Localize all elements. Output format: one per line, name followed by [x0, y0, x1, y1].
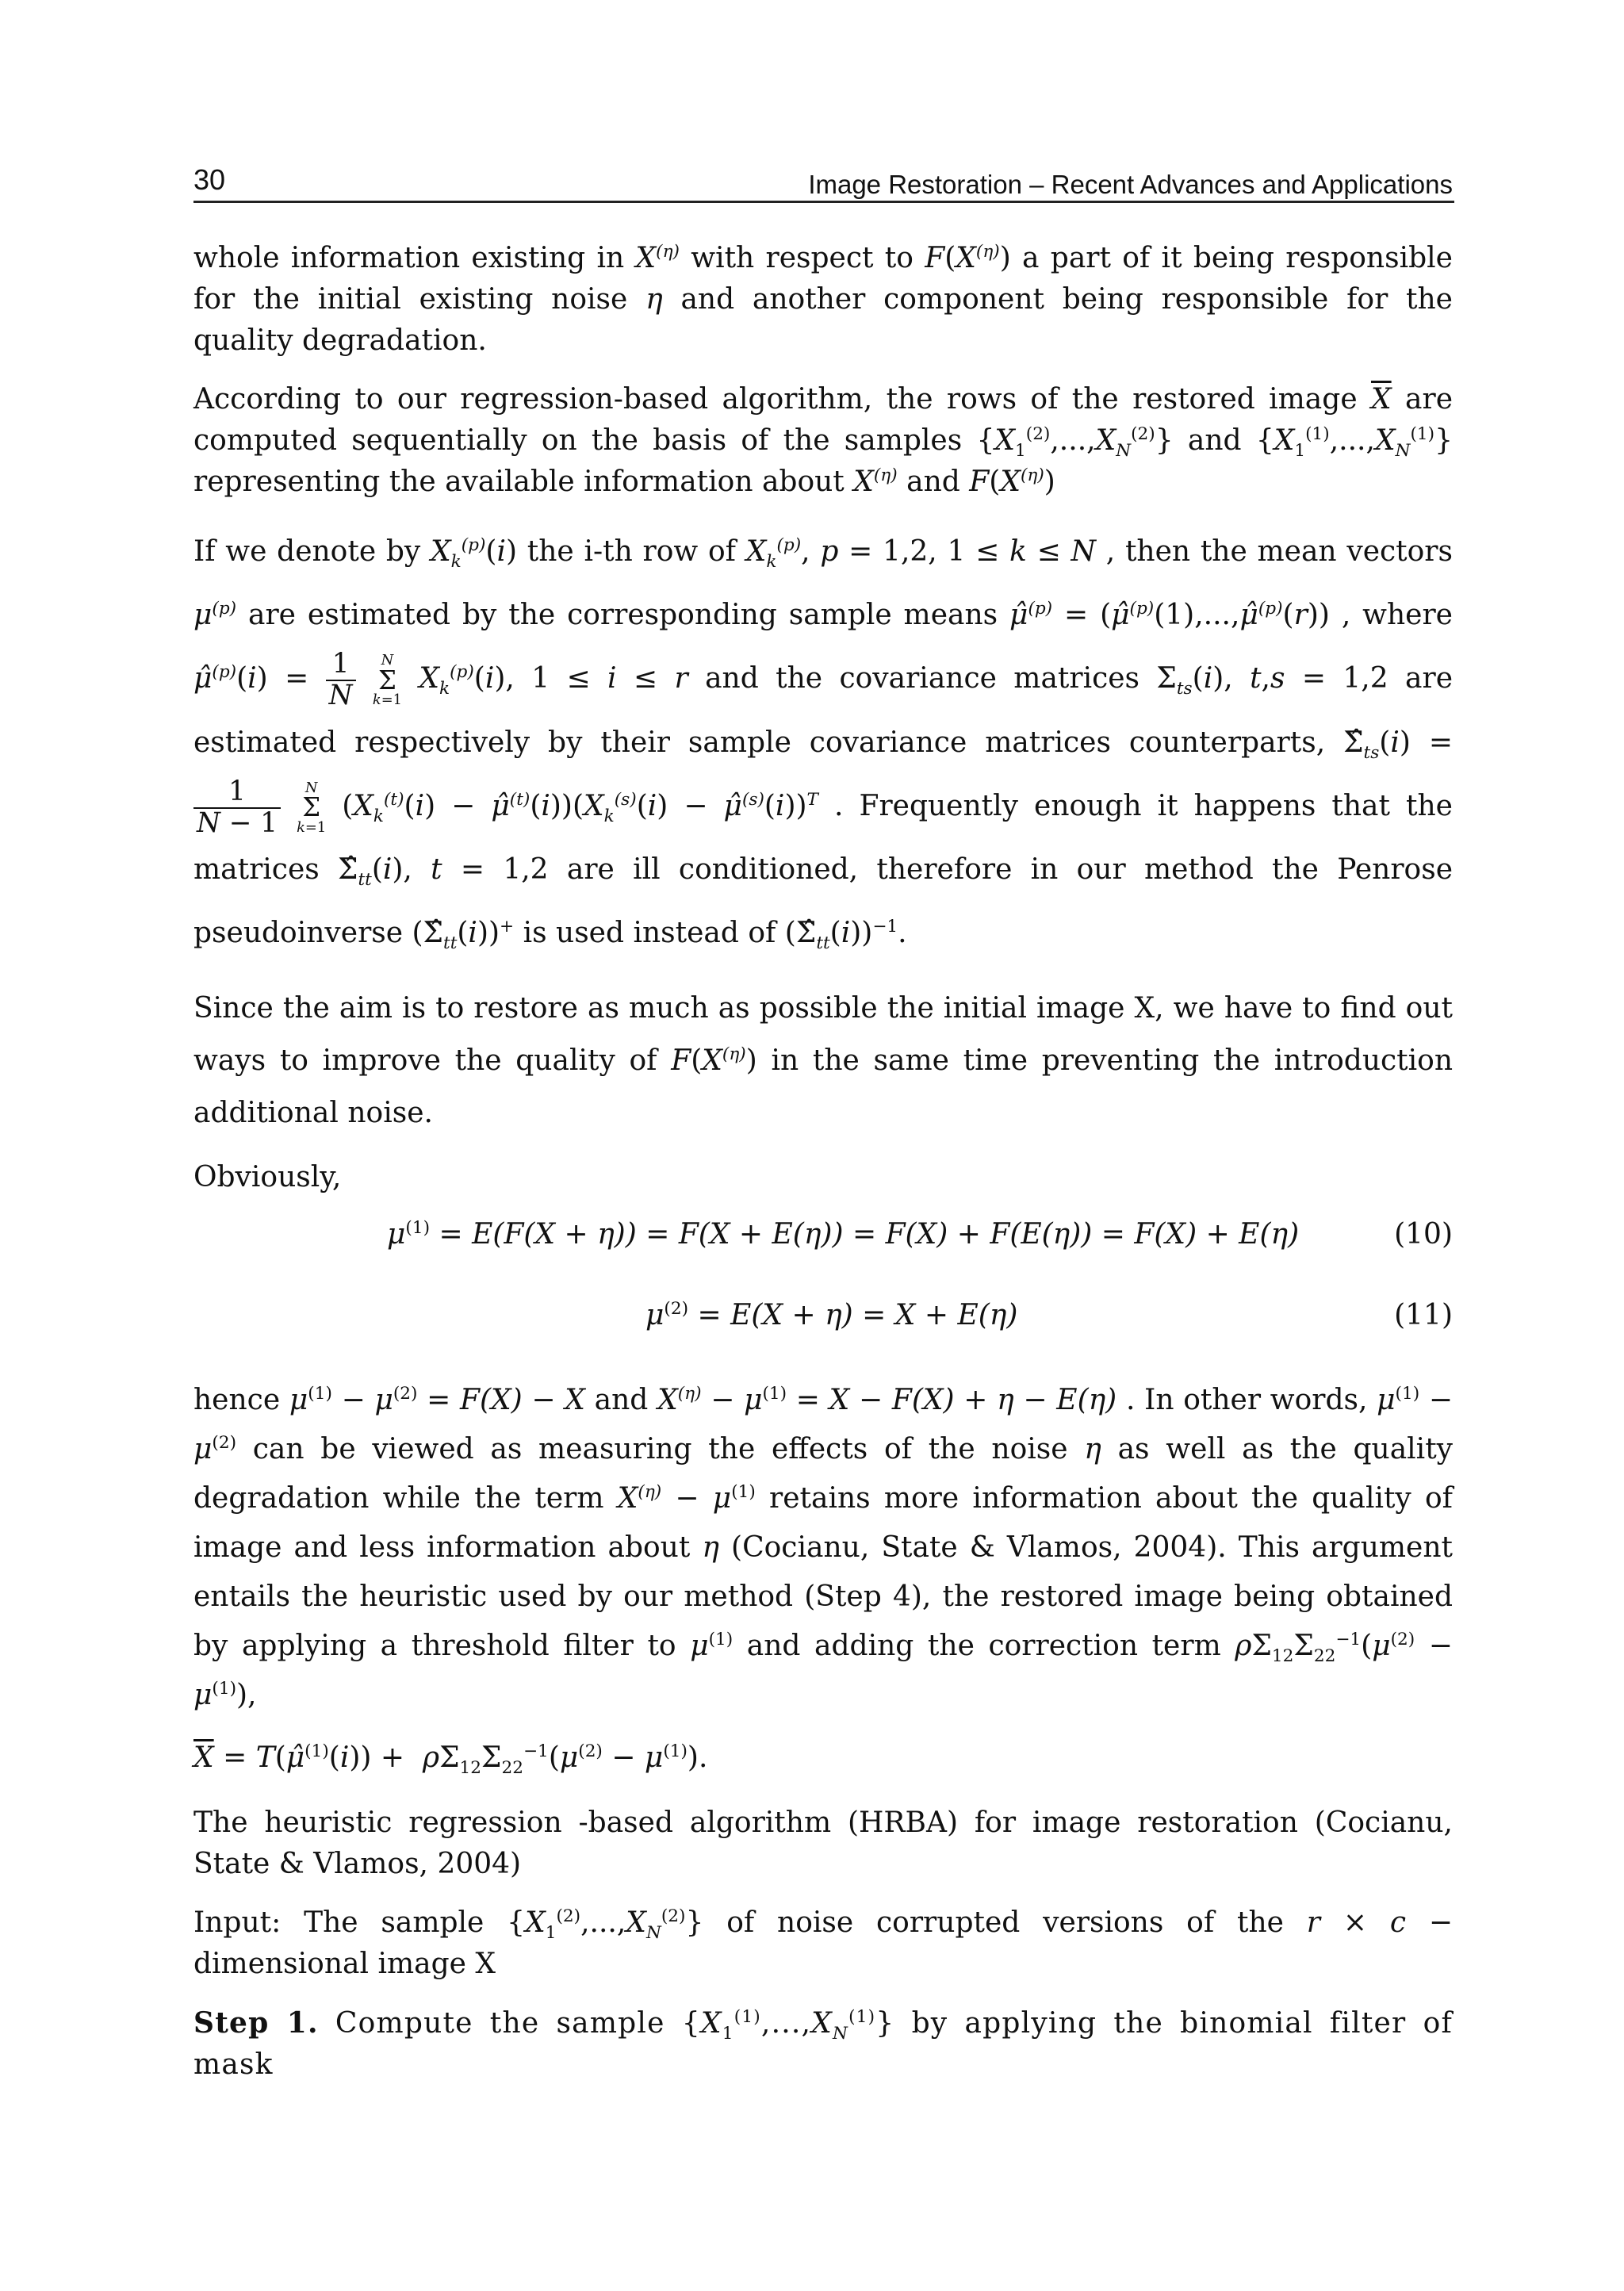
paragraph-5: Obviously, — [193, 1161, 342, 1194]
equation-11: $\mu^{(2)} = E(X + \eta) = X + E(\eta)$ (11) — [193, 1295, 1453, 1344]
step-1: Step 1. Compute the sample $\{X_1^{(1)},...,X_N^{(1)}\}$ by applying the binomial filter of mask — [193, 2006, 1453, 2082]
paragraph-1: whole information existing in $X^{(\eta)}$ with respect to $F(X^{(\eta)})$ a part of it being responsible for the initial existing noise η and another component being responsible for the quality degradation. — [193, 242, 1453, 357]
header-rule — [193, 201, 1454, 203]
page-header — [193, 163, 1453, 203]
paragraph-6: hence $\mu^{(1)} - \mu^{(2)} = F(X) - X$ and $X^{(\eta)} - \mu^{(1)} = X - F(X) + \eta - E(\eta)$ . In other words, $\mu^{(1)} - \mu^{(2)}$ can be viewed as measuring the effects of the noise η as well as the quality degradation while the term $X^{(\eta)} - \mu^{(1)}$ retains more information about the quality of image and less information about η (Cocianu, State & Vlamos, 2004). This argument entails the heuristic used by our method (Step 4), the restored image being obtained by applying a threshold filter to $\mu^{(1)}$ and adding the correction term $\rho\Sigma_{12}\Sigma_{22}^{-1}(\mu^{(2)} - \mu^{(1)})$, — [193, 1384, 1454, 1712]
restored-image-formula: $\overline{X}$ = T(μ̂$^{(1)}$(i)) + $\rho\Sigma_{12}\Sigma_{22}^{-1}(\mu^{(2)} - \mu^{(1)})$. — [193, 1741, 708, 1779]
equation-10: $\mu^{(1)} = E(F(X + \eta)) = F(X + E(\eta)) = F(X) + F(E(\eta)) = F(X) + E(\eta)$ (10) — [193, 1214, 1453, 1263]
paragraph-3: If we denote by $X_k^{(p)}(i)$ the i-th row of $X_k^{(p)}$, p = 1,2, 1 ≤ k ≤ N , then the mean vectors $\mu^{(p)}$ are estimated by the corresponding sample means μ̂$^{(p)}$ = (μ̂$^{(p)}$(1),...,μ̂$^{(p)}$(r)) , where μ̂$^{(p)}$(i) = $\frac{1}{N}$ N Σ k=1 $X_k^{(p)}(i)$, 1 ≤ i ≤ r and the covariance matrices $\Sigma_{ts}(i)$, t,s = 1,2 are estimated respectively by their sample covariance matrices counterparts, $\Sigmâ_{ts}(i)$ = $\frac{1}{N - 1}$ N Σ k=1 ($X_k^{(t)}(i)$ − $\mû^{(t)}(i))(X_k^{(s)}(i)$ − μ̂$^{(s)}$(i))$^T$ . Frequently enough it happens that the matrices $\Sigmâ_{tt}(i)$, t = 1,2 are ill conditioned, therefore in our method the Penrose pseudoinverse $(\Sigmâ_{tt}(i))^+$ is used instead of $(\Sigmâ_{tt}(i))^{-1}$. — [193, 535, 1454, 954]
paragraph-2: According to our regression-based algorithm, the rows of the restored image $\overline{X}$ are computed sequentially on the basis of the samples $\{X_1^{(2)},...,X_N^{(2)}\}$ and $\{X_1^{(1)},...,X_N^{(1)}\}$ representing the available information about $X^{(\eta)}$ and $F(X^{(\eta)})$ — [193, 383, 1453, 498]
page-number: 30 — [193, 163, 226, 196]
paragraph-7: The heuristic regression -based algorithm (HRBA) for image restoration (Cocianu, State & Vlamos, 2004) — [193, 1806, 1453, 1881]
equation-number-11: (11) — [1394, 1299, 1453, 1332]
step-1-label: Step 1. — [193, 2006, 319, 2040]
running-title: Image Restoration – Recent Advances and Applications — [808, 170, 1453, 199]
equation-number-10: (10) — [1394, 1218, 1453, 1251]
paragraph-4: Since the aim is to restore as much as possible the initial image X, we have to find out ways to improve the quality of $F(X^{(\eta)})$ in the same time preventing the introduction additional noise. — [193, 992, 1453, 1130]
page-body — [193, 238, 1453, 2103]
paragraph-8-input: Input: The sample $\{X_1^{(2)},...,X_N^{(2)}\}$ of noise corrupted versions of the r × c − dimensional image X — [193, 1906, 1454, 1981]
